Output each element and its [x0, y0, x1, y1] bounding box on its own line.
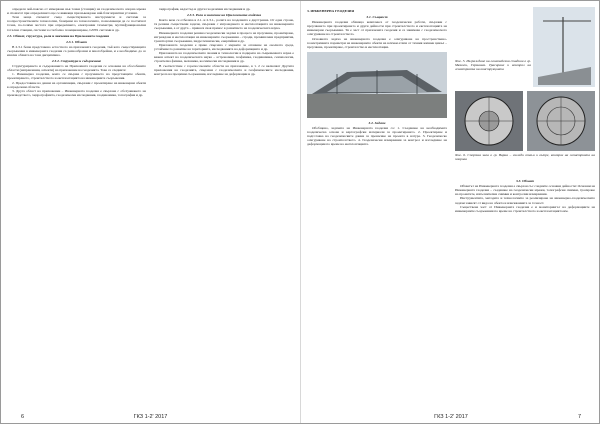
left-page-footer	[7, 410, 294, 420]
subsection-heading-2-3-3: 2.3.3. Роля и значение на Приложната геодезия	[186, 13, 262, 18]
right-column-2	[455, 7, 595, 405]
paragraph: В съответствие с горепосочените области на приложение, в т. 2 се включват Другите приложения на геодезията, свързани с геодезическите и геофизическите изследвания, контрола на прецизни съоръжения, изследване на деформации и др.	[154, 63, 294, 76]
section-heading-2-3: 2.3. Обхват, структура, роля и значение на Приложната геодезия	[7, 33, 110, 38]
paragraph: Обобщено, задачите на Инженерната геодезия са: 1. Създаване на необходимата геодезическа основа и картографски материали за проектирането. 2. Проектиране и подготовка на геодезическите данни за пренасяне на проекта в натура. 3. Геодезическо осигуряване на строителството. 4. Геодезически измервания за контрол и изследване на деформации по време на експлоатацията.	[307, 125, 447, 146]
figure-6	[455, 91, 595, 177]
page-gutter	[300, 1, 301, 423]
paragraph: определя чей-поясно от измерване във точки (станции) на геодезическата опорна мрежа и спомагат при определянето ще се явяващи при въвеждане най-благоприятни условия.	[7, 7, 146, 16]
paragraph: Приложната геодезия е пряко свързана с мерките за опазване на околната среда, устойчивото развитие на територията, изследванията на деформациите и др.	[154, 42, 294, 52]
subsection-heading-3-1: 3.1. Същност	[366, 15, 388, 20]
paragraph: Както вече се отбеляза в 2.1. и 2.3.1., ролята на геодезията е двустранна. От една страна, тя решава съществени задачи, свързани с изграждането и експлоатацията на инженерните съоръжения, а от друга – принася своя принос в развитието на геодезическата наука.	[154, 18, 294, 31]
journal-name: ГКЗ 1-2' 2017	[434, 414, 468, 420]
crane-photo-icon	[533, 7, 595, 87]
right-page-footer	[307, 410, 595, 420]
paragraph: Основната задача на инженерната геодезия е осигуряване на пространствено-геометричните параметри на инженерните обекти на всички етапи от техния жизнен цикъл – проучване, проектиране, строителство и експлоатация.	[307, 36, 447, 49]
paragraph: Структурирането и съдържанието на Приложната геодезия се основава на обособените области (направления, аспекти) на приложение на геодезията. Това са следните:	[7, 63, 146, 72]
figure-4-photo	[307, 52, 447, 118]
paragraph: Обхватът на Инженерната геодезия е свързан със следните основни дейности: Основни на Инженерната геодезия – създаване на геодезически мрежи, топографски снимки, трасиране на проектите, изпълнителни снимки и контролни измервания.	[455, 184, 595, 197]
journal-name: ГКЗ 1-2' 2017	[133, 414, 168, 420]
left-column-1	[7, 7, 146, 405]
figure-5-caption: Фиг. 5. Изграждане на олимпийския стадион в гр. Мюнхен, Германия. Трасиране и контрол на геометрията на конструкцията	[455, 59, 531, 71]
stadium-photo-icon	[307, 52, 447, 118]
paragraph: хидрография, кадастър и други геодезични изследвания и др.	[159, 7, 251, 11]
subsection-heading-2-3-1: 2.3.1. Обхват	[66, 39, 87, 44]
paragraph: Приложната на геодезическите знания и технологии в подкрепа на съвременната наука е важен аспект на геодезическата наука – астрономия, геофизика, геодинамика, сеизмология, строителна физика, механика, космически изследвания и др.	[154, 51, 294, 64]
paragraph: Инструментите, методите и технологиите за реализиране на инженерно-геодезическите задачи зависят от вида на обекта и изискванията за точност.	[455, 196, 595, 205]
subsection-heading-3-2: 3.2. Задачи	[368, 120, 386, 125]
page-number: 7	[577, 414, 581, 420]
sports-hall-photos-icon	[455, 91, 595, 151]
right-column-1	[307, 7, 447, 405]
paragraph: Инженерната геодезия обхваща комплекса от геодезически работи, свързани с проучването при проектирането и други дейности при строителството и експлоатацията на инженерни съоръжения. Тя е част от приложната геодезия и се занимава с геодезическото осигуряване на строителството.	[307, 20, 447, 37]
subsection-heading-2-3-2: 2.3.2. Структура и съдържание	[51, 58, 102, 63]
list-item: 3. Друга област на приложение – Инженерната геодезия е свързана с обслужването на производството, хидрографията, геодезически изследвания, геодинамика, топография и др.	[7, 89, 146, 98]
paragraph: Съществена част от Инженерната геодезия е и мониторингът на деформациите на инженерните съоръжения по време на строителството и експлоатацията им.	[455, 204, 595, 213]
figure-6-caption: Фиг. 6. Спортна зала в гр. Варна – изгледи отвън и вътре, контрол на геометрията на покрива	[455, 153, 595, 161]
list-item: 1. Инженерна геодезия, която се свързва с проучването на предстоящите обекти, проектирането, строителството и експлоатацията на инженерните съоръжения.	[7, 72, 146, 81]
figure-5	[455, 7, 595, 89]
page-number: 6	[21, 414, 25, 420]
chapter-title: 3. ИНЖЕНЕРНА ГЕОДЕЗИЯ	[307, 9, 355, 13]
subsection-heading-3-3: 3.3. Обхват	[515, 179, 535, 183]
right-page	[307, 7, 595, 423]
paragraph: Инженерната геодезия решава геодезически задачи в процеса на проучване, проектиране, изграждане и експлоатация на инженерните съоръжения – сгради, промишлени предприятия, транспортни съоръжения, хидротехнически, енергийни и др.	[154, 30, 294, 43]
paragraph: Тези неща спомагат също съществуването инструменти и системи за геопространствените технологии, базирани на технологиите, позволяващи да се постигнат точна, по-голяма честота при определянето, електронни тахеметри, мултифункционални тотални станции, системи за глобално позициониране, GNSS системи и др.	[7, 15, 146, 32]
left-column-2	[154, 7, 294, 405]
list-item: 2. Предоставяне на данни на организации, свързани с проектиране на инженерни обекти в определени области.	[7, 80, 146, 89]
left-page	[7, 7, 294, 423]
paragraph: В 2.3.1 беше представено естеството на приложната геодезия, тъй като съществуващите съоръжения в инженерната геодезия са разнообразни и многобройни, и е необходимо да се изясни обхвата на тази дисциплина.	[7, 44, 146, 57]
